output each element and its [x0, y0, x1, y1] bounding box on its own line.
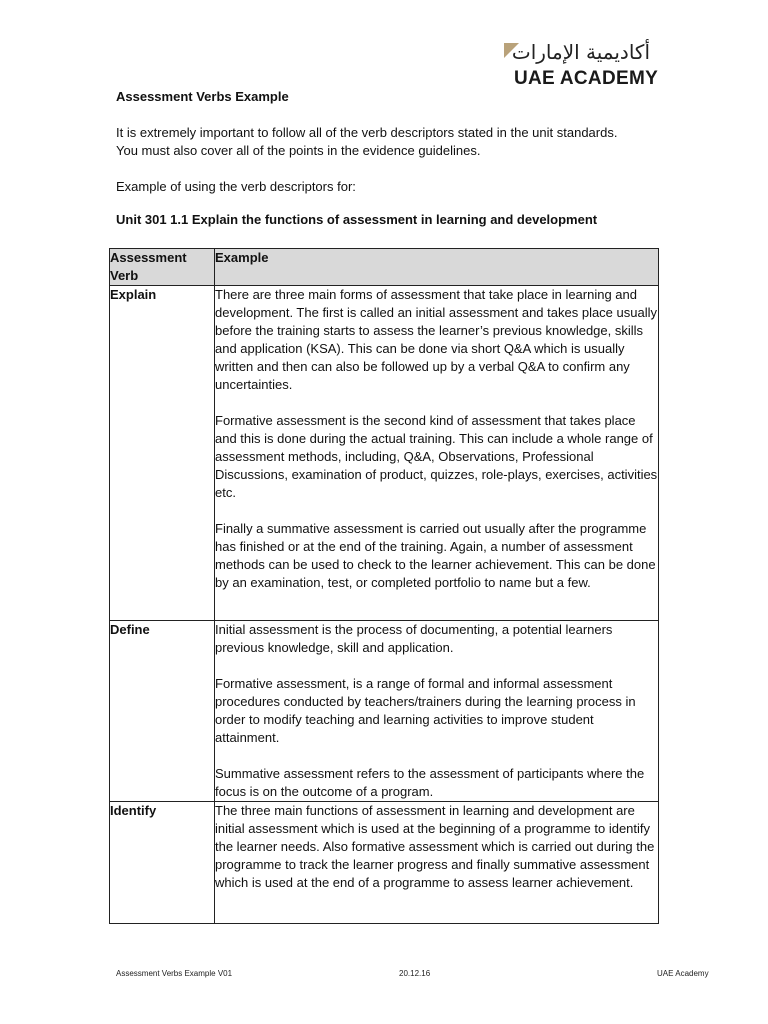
example-cell	[215, 286, 659, 621]
footer-date: 20.12.16	[399, 969, 431, 978]
document-heading: Assessment Verbs Example	[116, 89, 289, 104]
table-row	[110, 286, 659, 621]
unit-title: Unit 301 1.1 Explain the functions of assessment in learning and development	[116, 212, 598, 227]
table-row	[110, 621, 659, 802]
example-cell	[215, 802, 659, 924]
example-paragraph: Finally a summative assessment is carried out usually after the programme has finished or at the end of the training. Again, a number of assessment methods can be used to check to the learner achievement. This can be done by an examination, test, or completed portfolio to name but a few.	[215, 521, 656, 590]
example-paragraph: Summative assessment refers to the assessment of participants where the focus is on the outcome of a program.	[215, 766, 645, 799]
example-cell	[215, 621, 659, 802]
intro-paragraph: It is extremely important to follow all of the verb descriptors stated in the unit standards. You must also cover all of the points in the evidence guidelines.	[116, 125, 618, 158]
logo-english-text: UAE ACADEMY	[514, 68, 659, 89]
verb-cell: Explain	[110, 286, 215, 621]
verbs-table	[109, 248, 659, 924]
table-row	[110, 802, 659, 924]
example-paragraph: Formative assessment is the second kind of assessment that takes place and this is done during the actual training. This can include a whole range of assessment methods, including, Q&A, Observations, Professional Discussions, examination of product, quizzes, role-plays, exercises, activities etc.	[215, 413, 658, 500]
uae-academy-logo	[504, 40, 659, 90]
table-header-row	[110, 249, 659, 286]
example-paragraph: Initial assessment is the process of documenting, a potential learners previous knowledge, skill and application.	[215, 622, 613, 655]
logo-arabic-text: أكاديمية الإمارات	[511, 40, 650, 64]
footer-organization: UAE Academy	[657, 969, 709, 978]
example-paragraph: The three main functions of assessment in learning and development are initial assessment which is used at the beginning of a programme to identify the learner needs. Also formative assessment which is carried out during the programme to track the learner progress and finally summative assessment which is used at the end of a programme to assess learner achievement.	[215, 803, 655, 890]
footer-document-name: Assessment Verbs Example V01	[116, 969, 233, 978]
verb-cell: Define	[110, 621, 215, 802]
example-paragraph: Formative assessment, is a range of formal and informal assessment procedures conducted by teachers/trainers during the learning process in order to modify teaching and learning activities to improve student attainment.	[215, 676, 636, 745]
verb-cell: Identify	[110, 802, 215, 924]
header-assessment-verb: Assessment Verb	[110, 249, 215, 286]
header-example: Example	[215, 249, 659, 286]
example-paragraph: There are three main forms of assessment that take place in learning and development. The first is called an initial assessment and takes place usually before the training starts to assess the learner’s previous knowledge, skills and application (KSA). This can be done via short Q&A which is usually written and then can also be followed up by a verbal Q&A to confirm any uncertainties.	[215, 287, 657, 392]
example-intro: Example of using the verb descriptors for:	[116, 179, 356, 194]
